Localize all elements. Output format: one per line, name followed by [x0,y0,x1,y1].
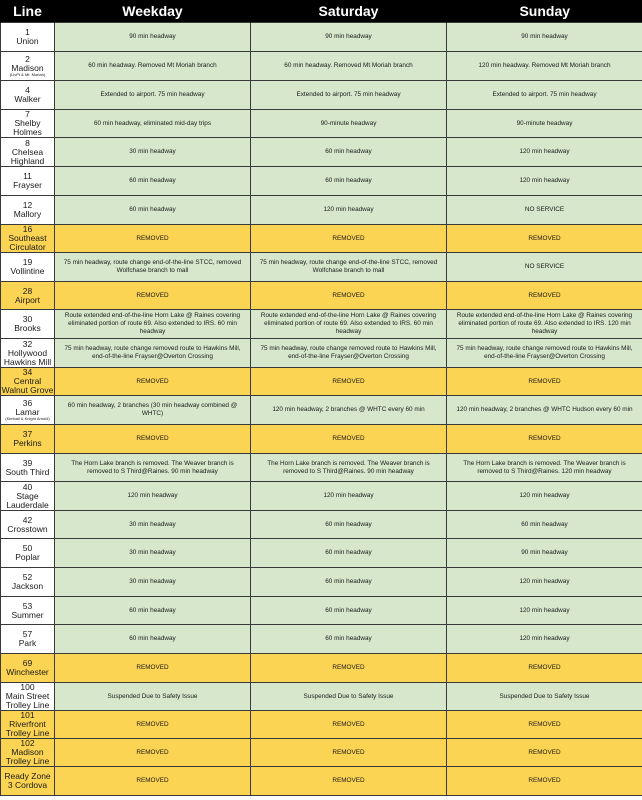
line-number: 32 [22,338,33,349]
weekday-cell: The Horn Lake branch is removed. The Weaver branch is removed to S Third@Raines. 90 min headway [55,454,251,482]
weekday-cell: REMOVED [55,425,251,454]
weekday-cell: 30 min headway [55,138,251,167]
line-number: 39 [22,457,33,468]
table-row [1,711,642,739]
saturday-cell: 60 min headway [251,138,447,167]
line-name: Main Street Trolley Line [5,691,50,710]
header-weekday: Weekday [55,0,251,23]
saturday-cell: REMOVED [251,225,447,253]
line-subnote: (Kimball & Knight Arnold) [5,416,50,421]
sunday-cell: REMOVED [447,368,642,396]
weekday-cell: REMOVED [55,282,251,310]
weekday-cell: 30 min headway [55,539,251,568]
table-row [1,167,642,196]
weekday-cell: REMOVED [55,225,251,253]
line-name: South Third [5,466,50,477]
table-row [1,110,642,138]
line-name: Madison Trolley Line [5,747,50,766]
line-cell [1,339,55,368]
table-row [1,282,642,310]
line-cell [1,767,55,796]
line-number: 2 [25,54,30,64]
table-row [1,568,642,597]
sunday-cell: 120 min headway, 2 branches @ WHTC Hudson every 60 min [447,396,642,425]
saturday-cell: 60 min headway. Removed Mt Moriah branch [251,52,447,81]
weekday-cell: Extended to airport. 75 min headway [55,81,251,110]
sunday-cell: 120 min headway [447,482,642,511]
saturday-cell: 60 min headway [251,539,447,568]
table-row [1,539,642,568]
table-row [1,81,642,110]
line-name: Chelsea Highland [10,146,45,166]
line-number: 11 [23,171,32,181]
saturday-cell: REMOVED [251,711,447,739]
line-name: Brooks [14,323,41,333]
table-row [1,23,642,52]
sunday-cell: Route extended end-of-the-line Horn Lake @ Raines covering eliminated portion of route 69. Also extended to IRS. 120 min headway [447,310,642,339]
weekday-cell: 60 min headway [55,597,251,625]
weekday-cell: 60 min headway, 2 branches (30 min headway combined @ WHTC) [55,396,251,425]
table-row [1,511,642,539]
weekday-cell: Route extended end-of-the-line Horn Lake @ Raines covering eliminated portion of route 69. Also extended to IRS. 60 min headway [55,310,251,339]
sunday-cell: NO SERVICE [447,196,642,225]
table-row [1,739,642,767]
line-cell [1,282,55,310]
line-cell [1,511,55,539]
line-cell [1,167,55,196]
line-cell [1,110,55,138]
line-cell [1,253,55,282]
sunday-cell: REMOVED [447,767,642,796]
saturday-cell: 120 min headway, 2 branches @ WHTC every 60 min [251,396,447,425]
line-number: 69 [22,658,33,668]
saturday-cell: 60 min headway [251,511,447,539]
line-cell [1,597,55,625]
line-number: 7 [25,109,30,119]
table-row [1,225,642,253]
sunday-cell: REMOVED [447,282,642,310]
weekday-cell: 60 min headway, eliminated mid-day trips [55,110,251,138]
saturday-cell: REMOVED [251,282,447,310]
saturday-cell: 120 min headway [251,196,447,225]
line-cell [1,196,55,225]
line-number: 12 [22,200,33,210]
line-cell [1,454,55,482]
table-row [1,482,642,511]
line-cell [1,711,55,739]
saturday-cell: 60 min headway [251,597,447,625]
header-row [1,0,642,23]
saturday-cell: 60 min headway [251,167,447,196]
saturday-cell: 60 min headway [251,568,447,597]
line-cell [1,654,55,683]
line-number: 36 [22,398,33,408]
line-number: 40 [22,481,33,492]
line-cell [1,396,55,425]
table-row [1,396,642,425]
weekday-cell: 30 min headway [55,568,251,597]
table-row [1,196,642,225]
line-cell [1,138,55,167]
sunday-cell: REMOVED [447,654,642,683]
line-number: 101 [20,710,35,720]
table-row [1,767,642,796]
sunday-cell: 120 min headway [447,625,642,654]
saturday-cell: Route extended end-of-the-line Horn Lake @ Raines covering eliminated portion of route 69. Also extended to IRS. 60 min headway [251,310,447,339]
weekday-cell: 60 min headway [55,167,251,196]
table-row [1,253,642,282]
sunday-cell: REMOVED [447,425,642,454]
line-cell [1,52,55,81]
line-number: 53 [22,600,33,611]
saturday-cell: REMOVED [251,368,447,396]
table-row [1,310,642,339]
sunday-cell: NO SERVICE [447,253,642,282]
saturday-cell: REMOVED [251,767,447,796]
schedule-body [1,23,642,796]
line-name: Stage Lauderdale [6,490,49,510]
sunday-cell: 90-minute headway [447,110,642,138]
line-name: Central Walnut Grove [1,376,54,395]
line-name: Vollintine [10,266,45,276]
line-name: Frayser [13,180,42,190]
line-name: Jackson [11,581,44,591]
line-name: Ready Zone 3 Cordova [4,771,51,790]
table-row [1,52,642,81]
saturday-cell: 90-minute headway [251,110,447,138]
line-cell [1,739,55,767]
header-line: Line [1,0,55,23]
line-cell [1,23,55,52]
line-cell [1,539,55,568]
sunday-cell: 90 min headway [447,23,642,52]
sunday-cell: REMOVED [447,225,642,253]
line-number: 102 [20,738,35,748]
saturday-cell: REMOVED [251,739,447,767]
sunday-cell: The Horn Lake branch is removed. The Weaver branch is removed to S Third@Raines. 120 min headway [447,454,642,482]
weekday-cell: REMOVED [55,654,251,683]
table-row [1,683,642,711]
weekday-cell: 30 min headway [55,511,251,539]
line-name: Southeast Circulator [8,233,47,252]
line-name: Poplar [15,552,40,562]
line-cell [1,482,55,511]
line-cell [1,225,55,253]
line-cell [1,683,55,711]
sunday-cell: 120 min headway [447,597,642,625]
line-name: Winchester [6,667,49,677]
line-number: 34 [22,367,33,377]
line-number: 50 [22,543,33,553]
saturday-cell: REMOVED [251,425,447,454]
weekday-cell: 60 min headway [55,196,251,225]
line-name: Riverfront Trolley Line [5,719,50,738]
weekday-cell: REMOVED [55,739,251,767]
saturday-cell: 90 min headway [251,23,447,52]
line-number: 42 [22,514,33,525]
line-subnote: (LivPt & Mt. Moriah) [9,72,46,77]
line-name: Walker [14,94,41,104]
sunday-cell: REMOVED [447,711,642,739]
line-number: 57 [22,629,33,639]
line-name: Mallory [13,209,42,219]
line-name: Park [18,638,37,648]
line-name: Airport [14,294,41,305]
weekday-cell: 60 min headway. Removed Mt Moriah branch [55,52,251,81]
line-number: 30 [22,314,33,324]
line-cell [1,425,55,454]
sunday-cell: REMOVED [447,739,642,767]
saturday-cell: Extended to airport. 75 min headway [251,81,447,110]
sunday-cell: 120 min headway [447,167,642,196]
saturday-cell: 75 min headway, route change removed route to Hawkins Mill, end-of-the-line Frayser@Overton Crossing [251,339,447,368]
sunday-cell: 90 min headway [447,539,642,568]
saturday-cell: 60 min headway [251,625,447,654]
header-sunday: Sunday [447,0,642,23]
header-saturday: Saturday [251,0,447,23]
line-number: 37 [22,429,33,439]
table-row [1,339,642,368]
sunday-cell: Suspended Due to Safety Issue [447,683,642,711]
sunday-cell: 60 min headway [447,511,642,539]
weekday-cell: Suspended Due to Safety Issue [55,683,251,711]
line-name: Union [16,36,39,46]
sunday-cell: 120 min headway [447,138,642,167]
saturday-cell: 75 min headway, route change end-of-the-line STCC, removed Wolfchase branch to mall [251,253,447,282]
line-cell [1,368,55,396]
weekday-cell: REMOVED [55,368,251,396]
line-name: Shelby Holmes [13,118,42,137]
line-name: Lamar [15,407,40,417]
line-cell [1,568,55,597]
sunday-cell: 75 min headway, route change removed route to Hawkins Mill, end-of-the-line Frayser@Overton Crossing [447,339,642,368]
line-name: Summer [11,609,44,620]
table-row [1,625,642,654]
sunday-cell: 120 min headway. Removed Mt Moriah branch [447,52,642,81]
line-number: 100 [20,682,35,692]
line-cell [1,625,55,654]
line-cell [1,81,55,110]
line-cell [1,310,55,339]
table-row [1,597,642,625]
saturday-cell: 120 min headway [251,482,447,511]
weekday-cell: 75 min headway, route change end-of-the-line STCC, removed Wolfchase branch to mall [55,253,251,282]
line-number: 19 [22,257,33,267]
saturday-cell: The Horn Lake branch is removed. The Weaver branch is removed to S Third@Raines. 90 min headway [251,454,447,482]
line-number: 16 [22,224,33,234]
table-row [1,454,642,482]
line-number: 52 [22,572,33,582]
sunday-cell: 120 min headway [447,568,642,597]
weekday-cell: REMOVED [55,711,251,739]
line-number: 1 [25,27,30,37]
line-name: Hollywood Hawkins Mill [3,347,52,367]
line-name: Perkins [13,438,42,448]
line-number: 4 [25,85,30,95]
weekday-cell: 120 min headway [55,482,251,511]
line-number: 8 [25,137,30,148]
table-row [1,425,642,454]
saturday-cell: REMOVED [251,654,447,683]
table-row [1,654,642,683]
line-number: 28 [22,285,33,296]
sunday-cell: Extended to airport. 75 min headway [447,81,642,110]
weekday-cell: 90 min headway [55,23,251,52]
line-name: Madison [11,63,44,73]
saturday-cell: Suspended Due to Safety Issue [251,683,447,711]
weekday-cell: REMOVED [55,767,251,796]
table-row [1,368,642,396]
table-row [1,138,642,167]
weekday-cell: 60 min headway [55,625,251,654]
line-name: Crosstown [7,523,48,534]
weekday-cell: 75 min headway, route change removed route to Hawkins Mill, end-of-the-line Frayser@Overton Crossing [55,339,251,368]
